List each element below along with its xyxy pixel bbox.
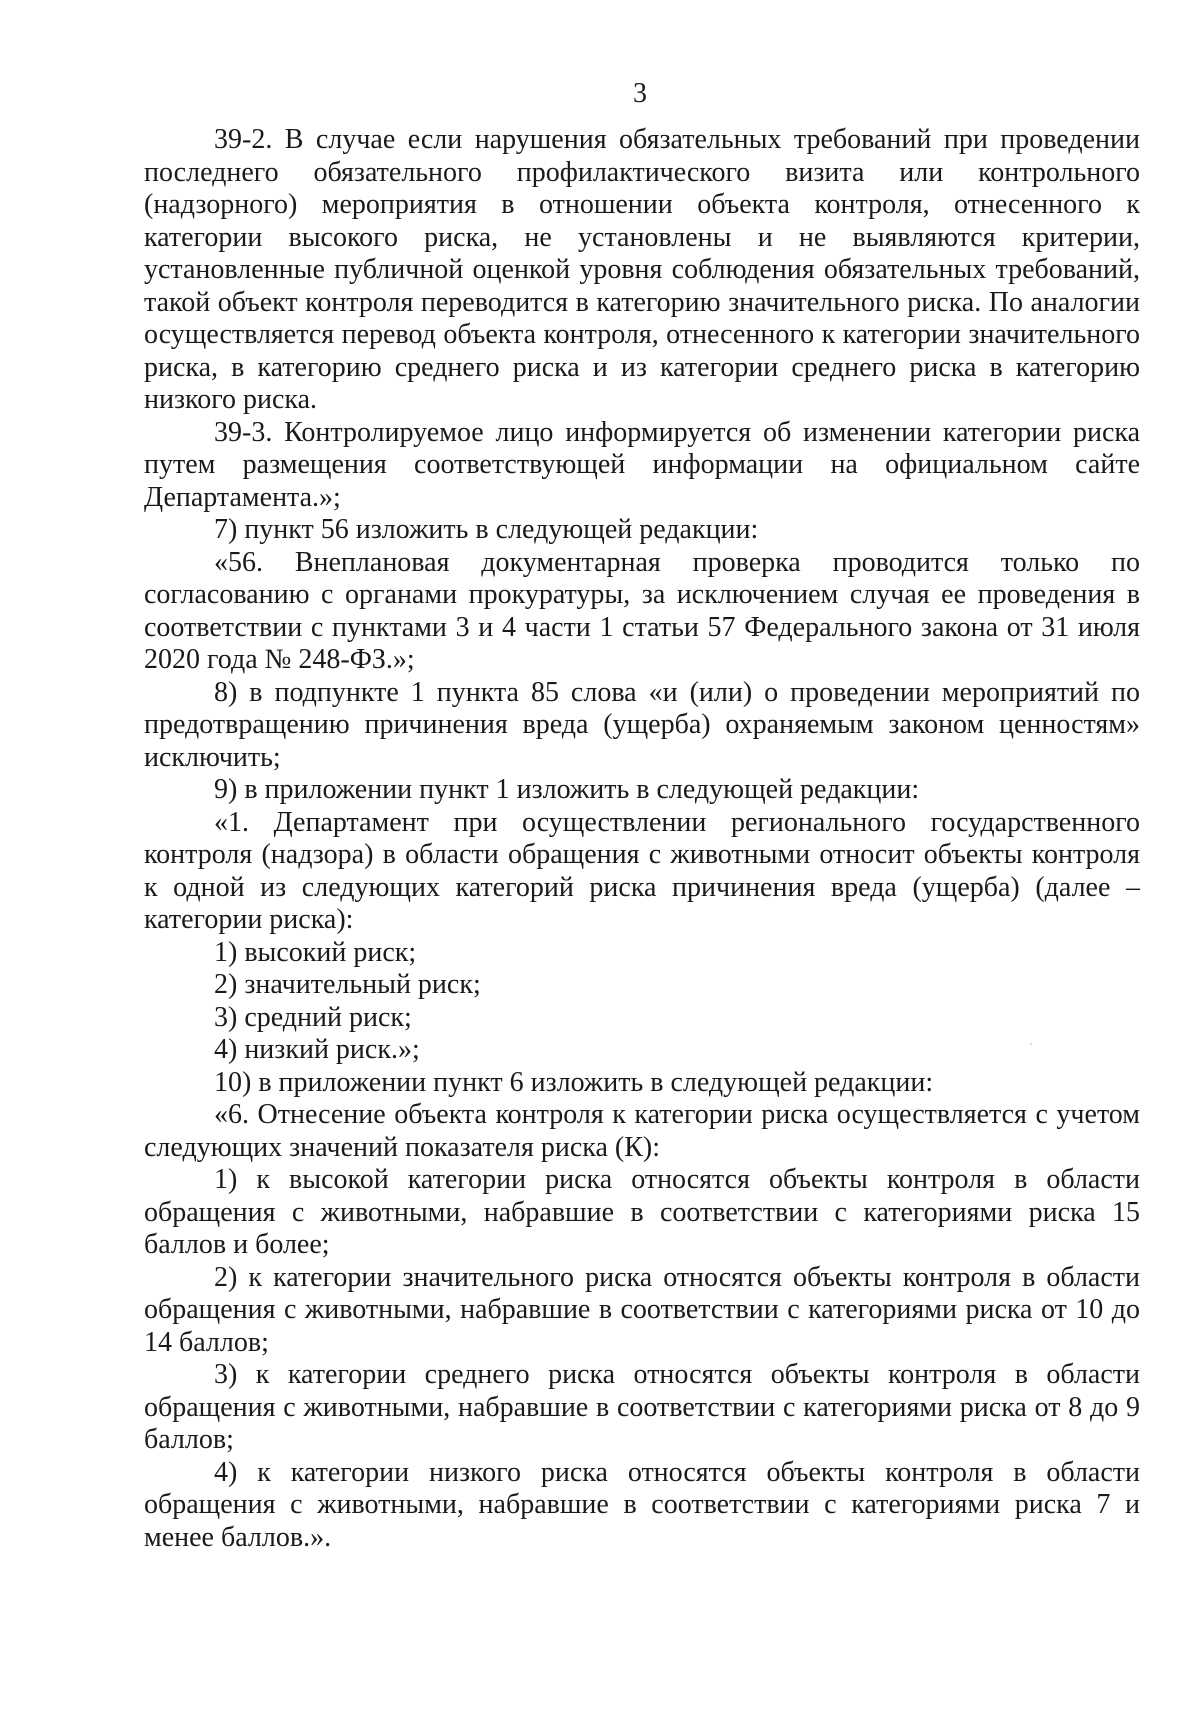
paragraph-39-3: 39-3. Контролируемое лицо информируется об изменении категории риска путем размещения соответствующей информации на официальном сайте Департамента.»; [144,416,1140,513]
scan-artifact [1030,1043,1032,1045]
paragraph-point-6: «6. Отнесение объекта контроля к категории риска осуществляется с учетом следующих значений показателя риска (К): [144,1099,1140,1163]
paragraph-point-1: «1. Департамент при осуществлении регионального государственного контроля (надзора) в области обращения с животными относит объекты контроля к одной из следующих категорий риска причинения вреда (ущерба) (далее – категории риска): [144,806,1140,935]
page-number: 3 [633,78,647,109]
paragraph-low-risk: 4) к категории низкого риска относятся объекты контроля в области обращения с животными, набравшие в соответствии с категориями риска 7 и менее баллов.». [144,1456,1140,1553]
paragraph-significant-risk: 2) к категории значительного риска относятся объекты контроля в области обращения с животными, набравшие в соответствии с категориями риска от 10 до 14 баллов; [144,1261,1140,1358]
paragraph-point-56: «56. Внеплановая документарная проверка проводится только по согласованию с органами прокуратуры, за исключением случая ее проведения в соответствии с пунктами 3 и 4 части 1 статьи 57 Федерального закона от 31 июля 2020 года № 248-ФЗ.»; [144,546,1140,675]
risk-list-item: 2) значительный риск; [214,969,481,1000]
paragraph-high-risk: 1) к высокой категории риска относятся объекты контроля в области обращения с животными, набравшие в соответствии с категориями риска 15 баллов и более; [144,1164,1140,1260]
paragraph-item-10: 10) в приложении пункт 6 изложить в следующей редакции: [214,1066,934,1098]
document-body [144,124,1140,1554]
paragraph-medium-risk: 3) к категории среднего риска относятся объекты контроля в области обращения с животными, набравшие в соответствии с категориями риска от 8 до 9 баллов; [144,1359,1140,1455]
risk-list-item: 3) средний риск; [214,1001,412,1033]
risk-list-item: 1) высокий риск; [214,936,417,968]
paragraph-39-2: 39-2. В случае если нарушения обязательных требований при проведении последнего обязательного профилактического визита или контрольного (надзорного) мероприятия в отношении объекта контроля, отнесенного к категории высокого риска, не установлены и не выявляются критерии, установленные публичной оценкой уровня соблюдения обязательных требований, такой объект контроля переводится в категорию значительного риска. По аналогии осуществляется перевод объекта контроля, отнесенного к категории значительного риска, в категорию среднего риска и из категории среднего риска в категорию низкого риска. [144,124,1140,415]
paragraph-item-9: 9) в приложении пункт 1 изложить в следующей редакции: [214,774,920,805]
risk-list-item: 4) низкий риск.»; [214,1034,420,1065]
paragraph-item-8: 8) в подпункте 1 пункта 85 слова «и (или) о проведении мероприятий по предотвращению причинения вреда (ущерба) охраняемым законом ценностям» исключить; [144,676,1140,773]
paragraph-item-7: 7) пункт 56 изложить в следующей редакции: [214,514,759,545]
